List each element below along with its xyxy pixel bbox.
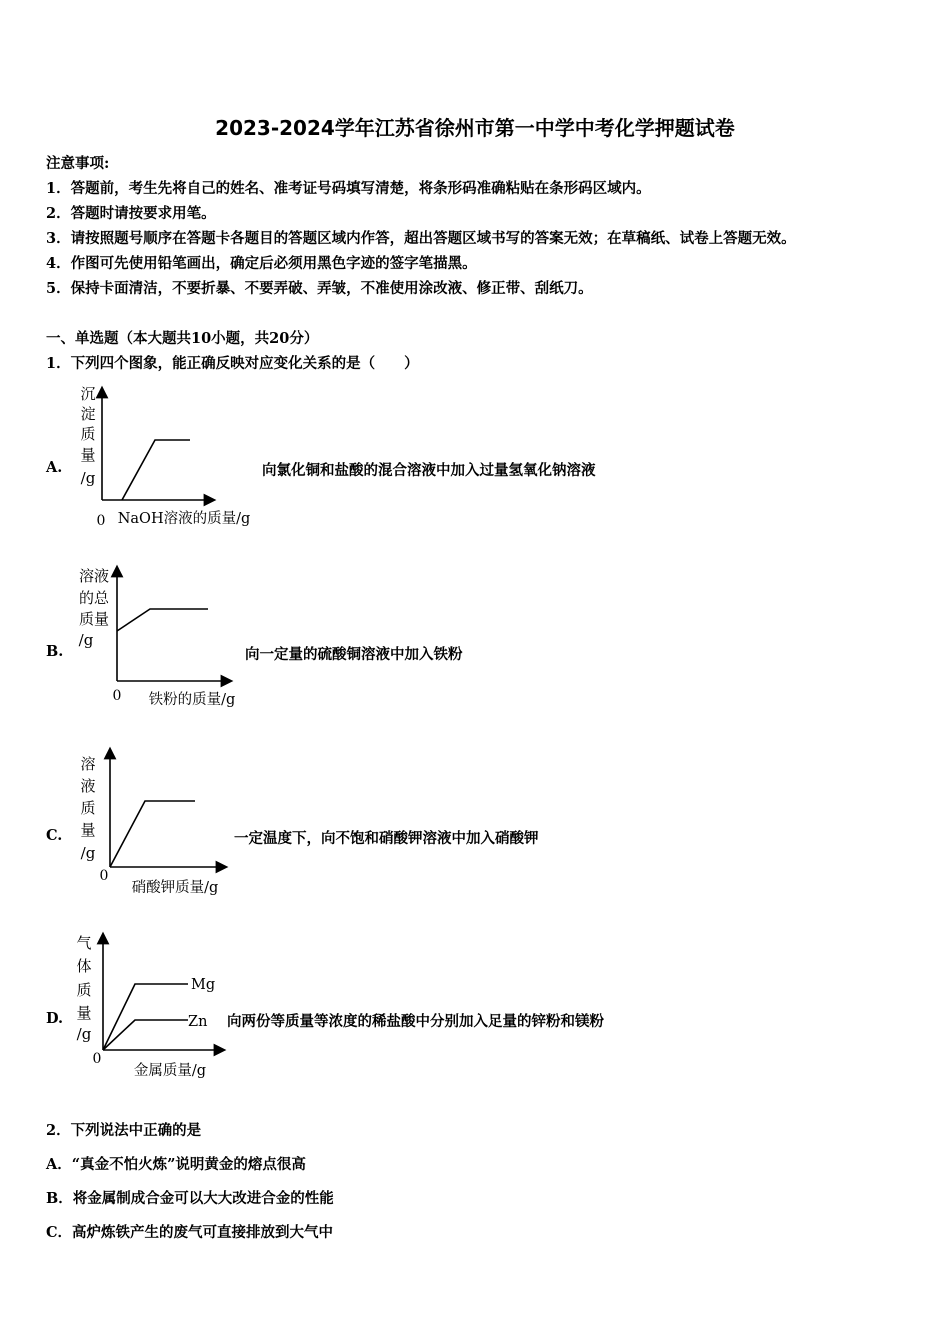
y-label-char: 量 xyxy=(80,446,96,464)
y-label-line: 的总 xyxy=(78,589,110,607)
x-axis-label: NaOH溶液的质量/g xyxy=(117,511,251,527)
y-label-line: 质量 xyxy=(78,610,110,628)
y-label-char: 质 xyxy=(80,425,96,443)
y-label-char: /g xyxy=(76,1025,92,1043)
series-label-mg: Mg xyxy=(191,977,216,993)
graph-line xyxy=(122,440,190,500)
graph-a xyxy=(70,380,270,532)
question-2-option: A．“真金不怕火炼”说明黄金的熔点很高 xyxy=(46,1156,306,1173)
option-d-letter: D. xyxy=(46,1010,64,1027)
graph-line xyxy=(117,609,208,631)
y-label-char: 质 xyxy=(80,799,96,817)
y-label-char: 体 xyxy=(76,957,92,975)
notice-item: 1．答题前，考生先将自己的姓名、准考证号码填写清楚，将条形码准确粘贴在条形码区域内。 xyxy=(46,180,651,197)
graph-b xyxy=(70,563,270,715)
origin-label: 0 xyxy=(92,1051,102,1067)
y-label-char: 沉 xyxy=(80,385,96,403)
origin-label: 0 xyxy=(96,513,106,529)
origin-label: 0 xyxy=(99,868,109,884)
question-2-option: B．将金属制成合金可以大大改进合金的性能 xyxy=(46,1190,334,1207)
y-label-char: /g xyxy=(80,844,96,862)
graph-d xyxy=(70,928,270,1080)
question-2-stem: 2．下列说法中正确的是 xyxy=(46,1122,202,1139)
y-label-line: 溶液 xyxy=(78,567,110,585)
origin-label: 0 xyxy=(112,688,122,704)
question-2-option: C．高炉炼铁产生的废气可直接排放到大气中 xyxy=(46,1224,334,1241)
notice-item: 4．作图可先使用铅笔画出，确定后必须用黑色字迹的签字笔描黑。 xyxy=(46,255,477,272)
x-axis-label: 金属质量/g xyxy=(133,1063,207,1079)
option-a-description: 向氯化铜和盐酸的混合溶液中加入过量氢氧化钠溶液 xyxy=(262,462,596,479)
y-label-char: 量 xyxy=(76,1004,92,1022)
y-label-char: 量 xyxy=(80,821,96,839)
y-label-char: 淀 xyxy=(80,405,96,423)
notice-heading: 注意事项: xyxy=(46,155,110,172)
option-b-description: 向一定量的硫酸铜溶液中加入铁粉 xyxy=(245,646,463,663)
y-label-char: 液 xyxy=(80,777,96,795)
option-c-description: 一定温度下，向不饱和硝酸钾溶液中加入硝酸钾 xyxy=(234,830,539,847)
notice-item: 2．答题时请按要求用笔。 xyxy=(46,205,216,222)
y-label-char: 质 xyxy=(76,981,92,999)
option-a-letter: A. xyxy=(46,459,63,476)
y-label-char: 气 xyxy=(76,934,92,952)
graph-c xyxy=(70,745,270,897)
series-mg-line xyxy=(103,984,188,1050)
x-axis-label: 铁粉的质量/g xyxy=(148,692,236,708)
option-d-description: 向两份等质量等浓度的稀盐酸中分别加入足量的锌粉和镁粉 xyxy=(227,1013,604,1030)
option-b-letter: B. xyxy=(46,643,64,660)
graph-line xyxy=(110,801,195,867)
notice-item: 3．请按照题号顺序在答题卡各题目的答题区域内作答，超出答题区域书写的答案无效；在草稿纸、试卷上答题无效。 xyxy=(46,230,796,247)
x-axis-label: 硝酸钾质量/g xyxy=(131,880,219,896)
page-title: 2023-2024学年江苏省徐州市第一中学中考化学押题试卷 xyxy=(215,116,735,140)
y-label-line: /g xyxy=(78,631,94,649)
section-heading: 一、单选题（本大题共10小题，共20分） xyxy=(46,330,319,347)
option-c-letter: C. xyxy=(46,827,63,844)
y-label-char: /g xyxy=(80,469,96,487)
notice-item: 5．保持卡面清洁，不要折暴、不要弄破、弄皱，不准使用涂改液、修正带、刮纸刀。 xyxy=(46,280,593,297)
y-label-char: 溶 xyxy=(80,755,96,773)
series-label-zn: Zn xyxy=(188,1014,208,1030)
question-1-stem: 1．下列四个图象，能正确反映对应变化关系的是（ ） xyxy=(46,355,419,372)
